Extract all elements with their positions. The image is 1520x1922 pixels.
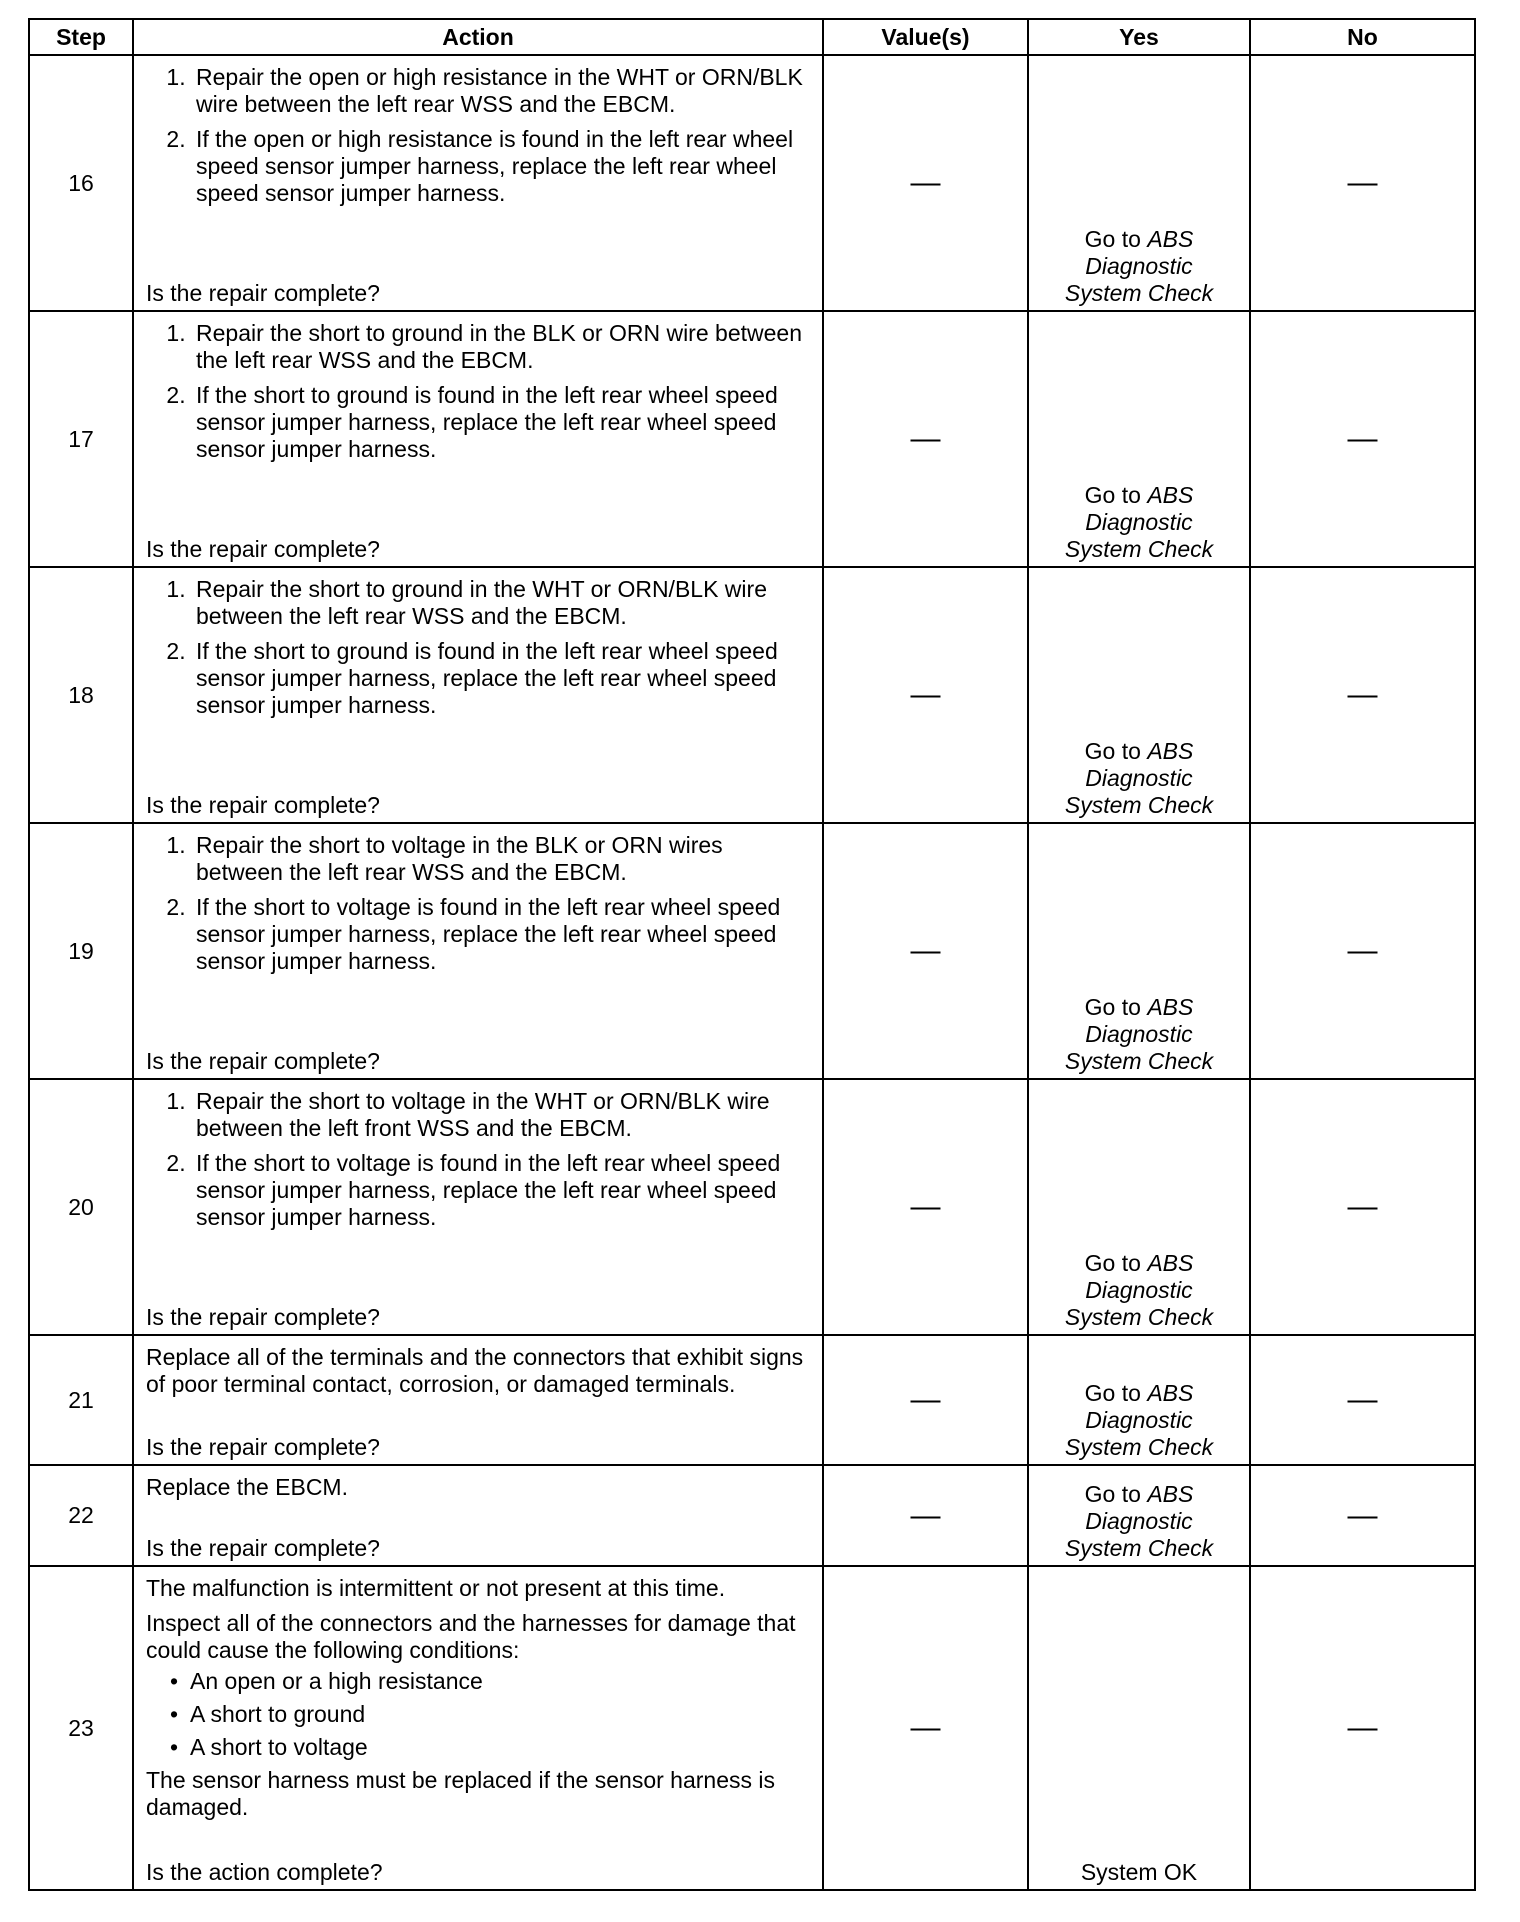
action-step: 2. If the open or high resistance is found in the left rear wheel speed sensor jumper harness, replace the left rear wheel speed sensor jumper harness. — [192, 126, 814, 207]
header-yes: Yes — [1028, 19, 1250, 55]
step-number: 21 — [29, 1335, 133, 1465]
system-ok-link[interactable]: System OK — [1080, 1859, 1198, 1885]
table-row — [29, 567, 1475, 823]
no-cell: — — [1250, 55, 1475, 311]
condition-item: • An open or a high resistance — [190, 1668, 814, 1695]
value-cell: — — [823, 1079, 1028, 1335]
yes-cell — [1028, 55, 1250, 311]
action-step: 1. Repair the short to voltage in the WHT or ORN/BLK wire between the left front WSS and the EBCM. — [192, 1088, 814, 1142]
action-cell — [133, 1079, 823, 1335]
yes-cell — [1028, 311, 1250, 567]
go-to-abs-link[interactable]: Go to ABS Diagnostic System Check — [1064, 1250, 1214, 1330]
condition-list — [146, 1668, 814, 1761]
action-cell — [133, 1465, 823, 1566]
table-row — [29, 823, 1475, 1079]
no-cell: — — [1250, 567, 1475, 823]
action-cell — [133, 55, 823, 311]
value-cell: — — [823, 311, 1028, 567]
no-cell: — — [1250, 1465, 1475, 1566]
yes-cell — [1028, 823, 1250, 1079]
no-cell: — — [1250, 1079, 1475, 1335]
step-number: 16 — [29, 55, 133, 311]
action-cell — [133, 823, 823, 1079]
go-to-abs-link[interactable]: Go to ABS Diagnostic System Check — [1064, 738, 1214, 818]
action-cell — [133, 311, 823, 567]
table-row — [29, 55, 1475, 311]
header-action: Action — [133, 19, 823, 55]
value-cell: — — [823, 1566, 1028, 1890]
action-text: Replace all of the terminals and the connectors that exhibit signs of poor terminal contact, corrosion, or damaged terminals. — [146, 1344, 804, 1397]
table-row — [29, 311, 1475, 567]
action-text: Replace the EBCM. — [146, 1474, 348, 1500]
value-cell: — — [823, 1465, 1028, 1566]
step-number: 18 — [29, 567, 133, 823]
table-row — [29, 1465, 1475, 1566]
action-question: Is the repair complete? — [146, 536, 380, 562]
action-question: Is the repair complete? — [146, 1304, 380, 1330]
action-step: 2. If the short to ground is found in the left rear wheel speed sensor jumper harness, replace the left rear wheel speed sensor jumper harness. — [192, 638, 814, 719]
diagnostic-table — [28, 18, 1476, 1891]
action-step: 2. If the short to voltage is found in the left rear wheel speed sensor jumper harness, replace the left rear wheel speed sensor jumper harness. — [192, 894, 814, 975]
go-to-abs-link[interactable]: Go to ABS Diagnostic System Check — [1064, 1481, 1214, 1561]
header-no: No — [1250, 19, 1475, 55]
yes-cell — [1028, 1465, 1250, 1566]
action-note: The sensor harness must be replaced if the sensor harness is damaged. — [146, 1767, 775, 1820]
action-step: 1. Repair the open or high resistance in the WHT or ORN/BLK wire between the left rear WSS and the EBCM. — [192, 64, 814, 118]
action-intro: The malfunction is intermittent or not present at this time. — [146, 1575, 726, 1601]
action-steps — [146, 832, 814, 975]
table-row — [29, 1079, 1475, 1335]
yes-cell — [1028, 1079, 1250, 1335]
header-row — [29, 19, 1475, 55]
header-values: Value(s) — [823, 19, 1028, 55]
yes-cell — [1028, 1335, 1250, 1465]
no-cell: — — [1250, 1566, 1475, 1890]
action-cell — [133, 1335, 823, 1465]
no-cell: — — [1250, 1335, 1475, 1465]
value-cell: — — [823, 823, 1028, 1079]
table-row — [29, 1335, 1475, 1465]
header-step: Step — [29, 19, 133, 55]
step-number: 17 — [29, 311, 133, 567]
action-question: Is the repair complete? — [146, 1048, 380, 1074]
go-to-abs-link[interactable]: Go to ABS Diagnostic System Check — [1064, 482, 1214, 562]
step-number: 23 — [29, 1566, 133, 1890]
no-cell: — — [1250, 311, 1475, 567]
action-question: Is the repair complete? — [146, 1535, 380, 1561]
yes-cell — [1028, 567, 1250, 823]
action-steps — [146, 1088, 814, 1231]
no-cell: — — [1250, 823, 1475, 1079]
action-step: 1. Repair the short to voltage in the BLK or ORN wires between the left rear WSS and the EBCM. — [192, 832, 814, 886]
action-cell — [133, 1566, 823, 1890]
value-cell: — — [823, 1335, 1028, 1465]
condition-item: • A short to voltage — [190, 1734, 814, 1761]
step-number: 22 — [29, 1465, 133, 1566]
value-cell: — — [823, 567, 1028, 823]
action-question: Is the repair complete? — [146, 792, 380, 818]
action-question: Is the action complete? — [146, 1859, 383, 1885]
action-steps — [146, 320, 814, 463]
action-question: Is the repair complete? — [146, 1434, 380, 1460]
value-cell: — — [823, 55, 1028, 311]
action-question: Is the repair complete? — [146, 280, 380, 306]
go-to-abs-link[interactable]: Go to ABS Diagnostic System Check — [1064, 994, 1214, 1074]
step-number: 20 — [29, 1079, 133, 1335]
action-step: 2. If the short to ground is found in the left rear wheel speed sensor jumper harness, replace the left rear wheel speed sensor jumper harness. — [192, 382, 814, 463]
action-inspect: Inspect all of the connectors and the harnesses for damage that could cause the following conditions: — [146, 1610, 796, 1663]
action-steps — [146, 576, 814, 719]
action-step: 1. Repair the short to ground in the BLK or ORN wire between the left rear WSS and the EBCM. — [192, 320, 814, 374]
table-row — [29, 1566, 1475, 1890]
condition-item: • A short to ground — [190, 1701, 814, 1728]
action-step: 1. Repair the short to ground in the WHT or ORN/BLK wire between the left rear WSS and the EBCM. — [192, 576, 814, 630]
go-to-abs-link[interactable]: Go to ABS Diagnostic System Check — [1064, 1380, 1214, 1460]
yes-cell — [1028, 1566, 1250, 1890]
action-cell — [133, 567, 823, 823]
step-number: 19 — [29, 823, 133, 1079]
action-steps — [146, 64, 814, 207]
action-step: 2. If the short to voltage is found in the left rear wheel speed sensor jumper harness, replace the left rear wheel speed sensor jumper harness. — [192, 1150, 814, 1231]
go-to-abs-link[interactable]: Go to ABS Diagnostic System Check — [1064, 226, 1214, 306]
